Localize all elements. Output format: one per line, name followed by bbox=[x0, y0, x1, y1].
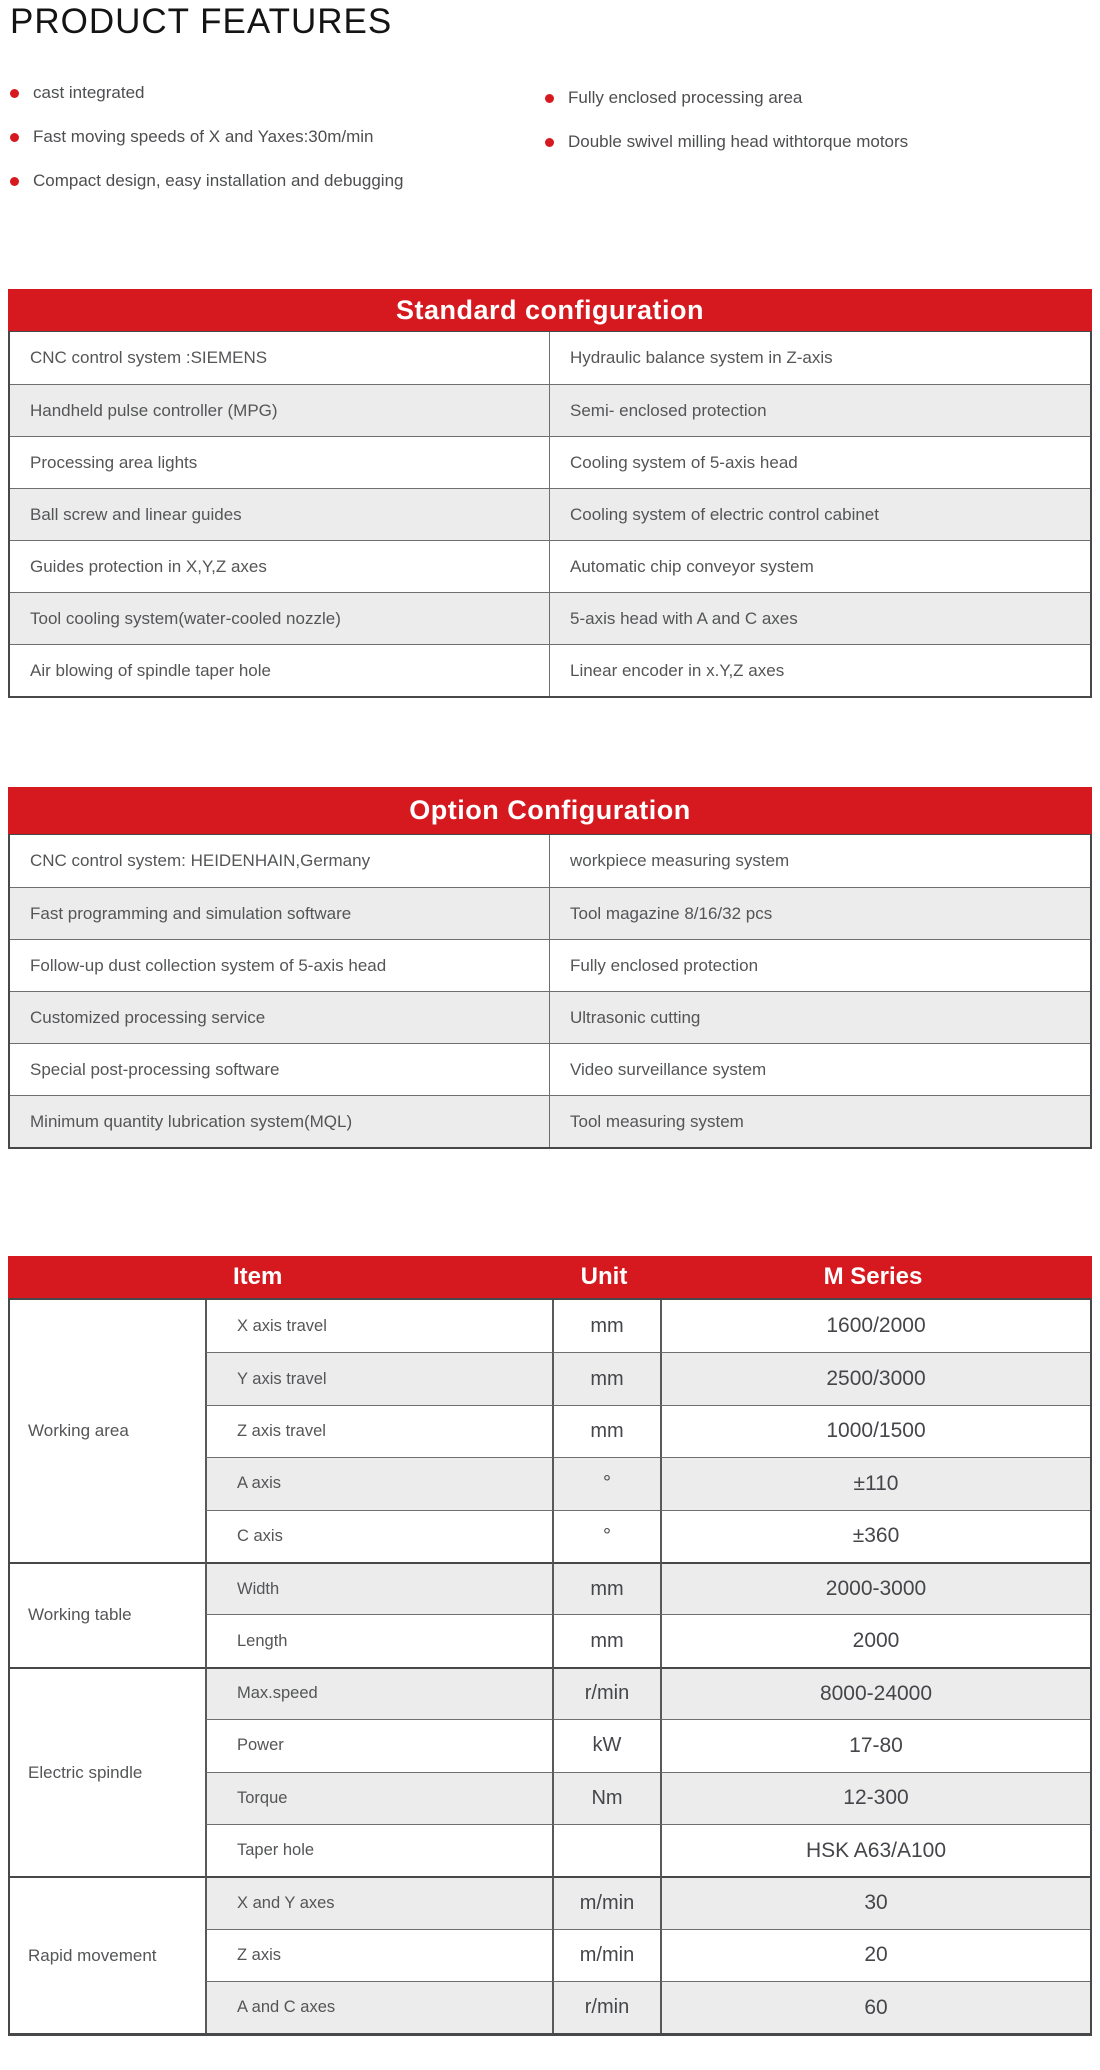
bullet-icon bbox=[10, 89, 19, 98]
spec-unit: ° bbox=[552, 1457, 660, 1509]
table-cell: Guides protection in X,Y,Z axes bbox=[10, 541, 550, 592]
spec-header-unit: Unit bbox=[580, 1263, 628, 1290]
table-cell: Cooling system of electric control cabinet bbox=[570, 504, 879, 524]
page-title: PRODUCT FEATURES bbox=[10, 2, 393, 41]
feature-item bbox=[10, 127, 530, 147]
bullet-icon bbox=[10, 177, 19, 186]
standard-configuration-header bbox=[8, 289, 1092, 331]
section-title: Option Configuration bbox=[409, 795, 691, 825]
spec-value: 2000-3000 bbox=[660, 1562, 1090, 1614]
bullet-icon bbox=[545, 94, 554, 103]
feature-text: cast integrated bbox=[33, 83, 145, 102]
spec-value: 60 bbox=[660, 1981, 1090, 2033]
table-row bbox=[10, 384, 1090, 436]
spec-unit bbox=[552, 1824, 660, 1876]
spec-value: HSK A63/A100 bbox=[660, 1824, 1090, 1876]
table-cell: Tool measuring system bbox=[570, 1111, 744, 1131]
spec-item: A and C axes bbox=[205, 1981, 552, 2033]
spec-item: Y axis travel bbox=[205, 1352, 552, 1404]
table-row bbox=[10, 991, 1090, 1043]
spec-item: Max.speed bbox=[205, 1667, 552, 1719]
spec-item: A axis bbox=[205, 1457, 552, 1509]
table-cell: Tool cooling system(water-cooled nozzle) bbox=[10, 593, 550, 644]
table-cell: Processing area lights bbox=[10, 437, 550, 488]
spec-item: X axis travel bbox=[205, 1300, 552, 1352]
spec-unit: mm bbox=[552, 1352, 660, 1404]
table-row bbox=[10, 592, 1090, 644]
table-cell: Automatic chip conveyor system bbox=[570, 556, 814, 576]
table-cell: Handheld pulse controller (MPG) bbox=[10, 385, 550, 436]
spec-item: Z axis bbox=[205, 1929, 552, 1981]
table-row bbox=[10, 1043, 1090, 1095]
feature-list-left bbox=[10, 83, 530, 215]
spec-value: 1000/1500 bbox=[660, 1405, 1090, 1457]
spec-item: Z axis travel bbox=[205, 1405, 552, 1457]
spec-unit: mm bbox=[552, 1300, 660, 1352]
feature-item bbox=[10, 83, 530, 103]
spec-group-label: Rapid movement bbox=[10, 1876, 205, 2033]
table-cell: Fast programming and simulation software bbox=[10, 888, 550, 939]
spec-value: 30 bbox=[660, 1876, 1090, 1928]
table-row bbox=[10, 887, 1090, 939]
feature-item bbox=[10, 171, 530, 191]
table-row bbox=[10, 540, 1090, 592]
table-cell: Customized processing service bbox=[10, 992, 550, 1043]
spec-value: 2500/3000 bbox=[660, 1352, 1090, 1404]
table-cell: Special post-processing software bbox=[10, 1044, 550, 1095]
spec-unit: ° bbox=[552, 1510, 660, 1562]
spec-unit: mm bbox=[552, 1614, 660, 1666]
spec-value: 2000 bbox=[660, 1614, 1090, 1666]
spec-value: ±110 bbox=[660, 1457, 1090, 1509]
section-title: Standard configuration bbox=[396, 294, 704, 325]
spec-unit: m/min bbox=[552, 1876, 660, 1928]
bullet-icon bbox=[545, 138, 554, 147]
spec-unit: Nm bbox=[552, 1772, 660, 1824]
feature-item bbox=[545, 132, 1085, 152]
table-cell: Ball screw and linear guides bbox=[10, 489, 550, 540]
table-cell: Ultrasonic cutting bbox=[570, 1007, 701, 1027]
spec-unit: mm bbox=[552, 1405, 660, 1457]
table-cell: Linear encoder in x.Y,Z axes bbox=[570, 660, 785, 680]
spec-unit: r/min bbox=[552, 1667, 660, 1719]
table-row bbox=[10, 436, 1090, 488]
spec-value: ±360 bbox=[660, 1510, 1090, 1562]
table-cell: CNC control system :SIEMENS bbox=[10, 332, 550, 384]
spec-unit: mm bbox=[552, 1562, 660, 1614]
spec-item: X and Y axes bbox=[205, 1876, 552, 1928]
feature-text: Fully enclosed processing area bbox=[568, 88, 803, 107]
table-cell: Cooling system of 5-axis head bbox=[570, 452, 798, 472]
table-cell: Video surveillance system bbox=[570, 1059, 767, 1079]
table-row bbox=[10, 835, 1090, 887]
spec-header-series: M Series bbox=[823, 1263, 923, 1290]
table-cell: Semi- enclosed protection bbox=[570, 400, 767, 420]
feature-text: Double swivel milling head withtorque motors bbox=[568, 132, 909, 151]
spec-group-label: Working area bbox=[10, 1300, 205, 1562]
spec-group-label: Working table bbox=[10, 1562, 205, 1667]
feature-list-right bbox=[545, 88, 1085, 176]
spec-item: C axis bbox=[205, 1510, 552, 1562]
feature-text: Compact design, easy installation and debugging bbox=[33, 171, 404, 190]
table-row bbox=[10, 1095, 1090, 1147]
table-cell: Fully enclosed protection bbox=[570, 955, 759, 975]
table-cell: workpiece measuring system bbox=[570, 851, 790, 870]
spec-item: Power bbox=[205, 1719, 552, 1771]
table-row bbox=[10, 644, 1090, 696]
standard-configuration-table bbox=[8, 331, 1092, 698]
feature-text: Fast moving speeds of X and Yaxes:30m/min bbox=[33, 127, 374, 146]
table-cell: Tool magazine 8/16/32 pcs bbox=[570, 903, 773, 923]
table-cell: 5-axis head with A and C axes bbox=[570, 608, 798, 628]
specifications-table bbox=[8, 1298, 1092, 2036]
feature-item bbox=[545, 88, 1085, 108]
table-cell: Hydraulic balance system in Z-axis bbox=[570, 348, 833, 367]
spec-value: 8000-24000 bbox=[660, 1667, 1090, 1719]
table-row bbox=[10, 332, 1090, 384]
spec-header-item: Item bbox=[233, 1263, 283, 1290]
bullet-icon bbox=[10, 133, 19, 142]
table-row bbox=[10, 488, 1090, 540]
spec-item: Length bbox=[205, 1614, 552, 1666]
table-cell: CNC control system: HEIDENHAIN,Germany bbox=[10, 835, 550, 887]
spec-item: Torque bbox=[205, 1772, 552, 1824]
spec-value: 20 bbox=[660, 1929, 1090, 1981]
option-configuration-table bbox=[8, 834, 1092, 1149]
spec-unit: m/min bbox=[552, 1929, 660, 1981]
option-configuration-header bbox=[8, 787, 1092, 834]
spec-item: Width bbox=[205, 1562, 552, 1614]
spec-unit: r/min bbox=[552, 1981, 660, 2033]
spec-value: 17-80 bbox=[660, 1719, 1090, 1771]
table-cell: Minimum quantity lubrication system(MQL) bbox=[10, 1096, 550, 1147]
table-cell: Air blowing of spindle taper hole bbox=[10, 645, 550, 696]
spec-item: Taper hole bbox=[205, 1824, 552, 1876]
spec-value: 12-300 bbox=[660, 1772, 1090, 1824]
spec-value: 1600/2000 bbox=[660, 1300, 1090, 1352]
table-cell: Follow-up dust collection system of 5-axis head bbox=[10, 940, 550, 991]
spec-group-label: Electric spindle bbox=[10, 1667, 205, 1877]
specifications-header bbox=[8, 1256, 1092, 1298]
table-row bbox=[10, 939, 1090, 991]
spec-unit: kW bbox=[552, 1719, 660, 1771]
